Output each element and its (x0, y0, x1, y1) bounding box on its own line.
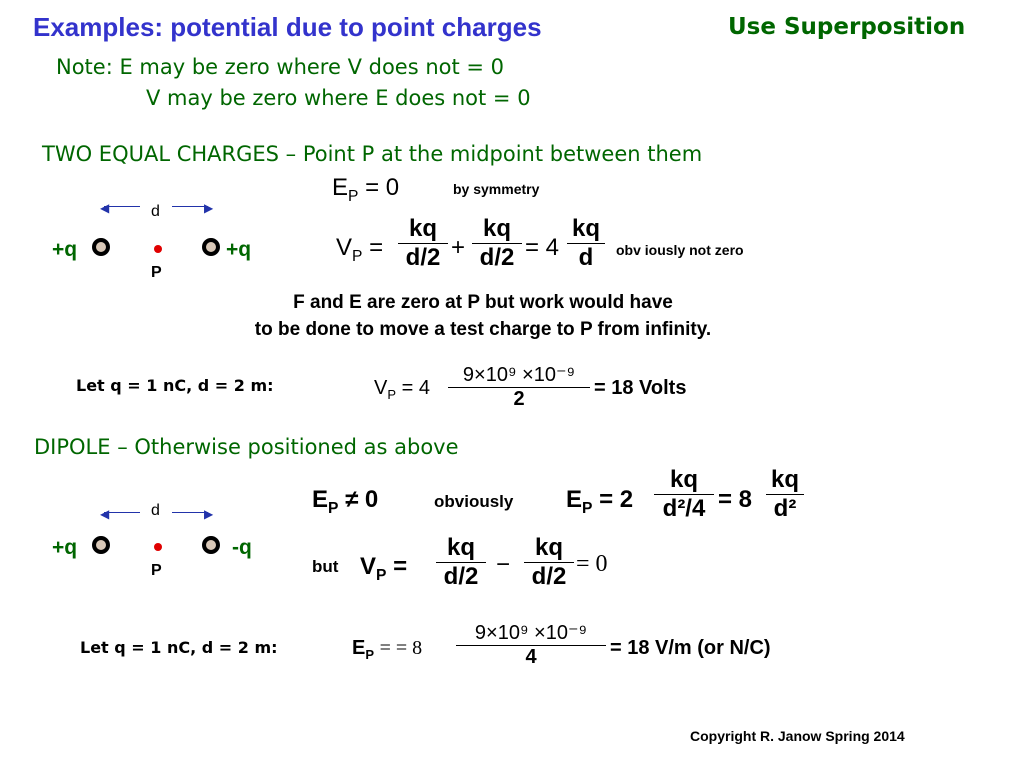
charge-left-label: +q (52, 238, 78, 261)
charge-right-icon (202, 238, 220, 256)
charge-left-icon (92, 238, 110, 256)
charge-right-label: -q (232, 536, 252, 559)
vp-note: obv iously not zero (616, 242, 744, 258)
explain-line-2: to be done to move a test charge to P from infinity. (254, 319, 712, 340)
distance-label: d (151, 502, 160, 519)
arrow-left-icon (104, 512, 140, 513)
arrow-right-icon (172, 512, 208, 513)
dipole-vp-result: = 0 (576, 551, 608, 577)
dipole-ep2-frac: kq d²/4 (654, 466, 714, 523)
arrowhead-left-icon: ◀ (100, 507, 110, 521)
dipole-vp-frac-2: kq d/2 (524, 534, 574, 591)
note-line-1: Note: E may be zero where V does not = 0 (56, 55, 505, 79)
calc1-frac: 9×10⁹ ×10⁻⁹ 2 (448, 362, 590, 411)
plus-sign: + (451, 234, 466, 261)
charge-right-icon (202, 536, 220, 554)
arrowhead-right-icon: ▶ (204, 201, 214, 215)
arrowhead-right-icon: ▶ (204, 507, 214, 521)
ep-note: by symmetry (453, 181, 540, 197)
calc2-frac: 9×10⁹ ×10⁻⁹ 4 (456, 620, 606, 669)
but-label: but (312, 557, 339, 576)
ep-equation: $E_P = 0$ (332, 174, 400, 205)
dipole-equals-eight: = 8 (718, 486, 753, 513)
let-values-1: Let q = 1 nC, d = 2 m: (76, 376, 274, 395)
point-p-icon (154, 543, 162, 551)
charge-left-label: +q (52, 536, 78, 559)
arrow-right-icon (172, 206, 208, 207)
page-title: Examples: potential due to point charges (33, 12, 542, 42)
charge-left-icon (92, 536, 110, 554)
arrow-left-icon (104, 206, 140, 207)
dipole-ep-neq: $E_P \ne 0$ (312, 486, 379, 517)
note-line-2: V may be zero where E does not = 0 (146, 86, 531, 110)
equals-four: = 4 (525, 234, 560, 261)
minus-sign: − (496, 551, 511, 578)
distance-label: d (151, 203, 160, 220)
charge-right-label: +q (226, 238, 252, 261)
point-p-label: P (151, 562, 162, 579)
vp-frac-1: kq d/2 (398, 215, 448, 272)
dipole-vp-lhs: $V_P$ = (360, 553, 408, 584)
dipole-ep-note: obviously (434, 492, 514, 511)
calc1-result: = 18 Volts (594, 377, 687, 399)
dipole-heading: DIPOLE – Otherwise positioned as above (34, 435, 459, 459)
let-values-2: Let q = 1 nC, d = 2 m: (80, 638, 278, 657)
page-subtitle: Use Superposition (728, 14, 966, 40)
vp-frac-2: kq d/2 (472, 215, 522, 272)
point-p-label: P (151, 264, 162, 281)
two-equal-heading: TWO EQUAL CHARGES – Point P at the midpoint between them (42, 142, 703, 166)
copyright: Copyright R. Janow Spring 2014 (690, 728, 905, 744)
calc2-result: = 18 V/m (or N/C) (610, 637, 771, 659)
calc2-lhs: $E_P$ = = 8 (352, 637, 423, 662)
vp-frac-3: kq d (567, 215, 605, 272)
dipole-ep2-lhs: $E_P = 2$ (566, 486, 634, 517)
point-p-icon (154, 245, 162, 253)
calc1-lhs: $V_P = 4$ (374, 377, 430, 402)
dipole-ep2-frac-2: kq d² (766, 466, 804, 523)
dipole-vp-frac-1: kq d/2 (436, 534, 486, 591)
vp-lhs: $V_P$ = (336, 234, 384, 265)
explain-line-1: F and E are zero at P but work would have (293, 292, 673, 313)
arrowhead-left-icon: ◀ (100, 201, 110, 215)
